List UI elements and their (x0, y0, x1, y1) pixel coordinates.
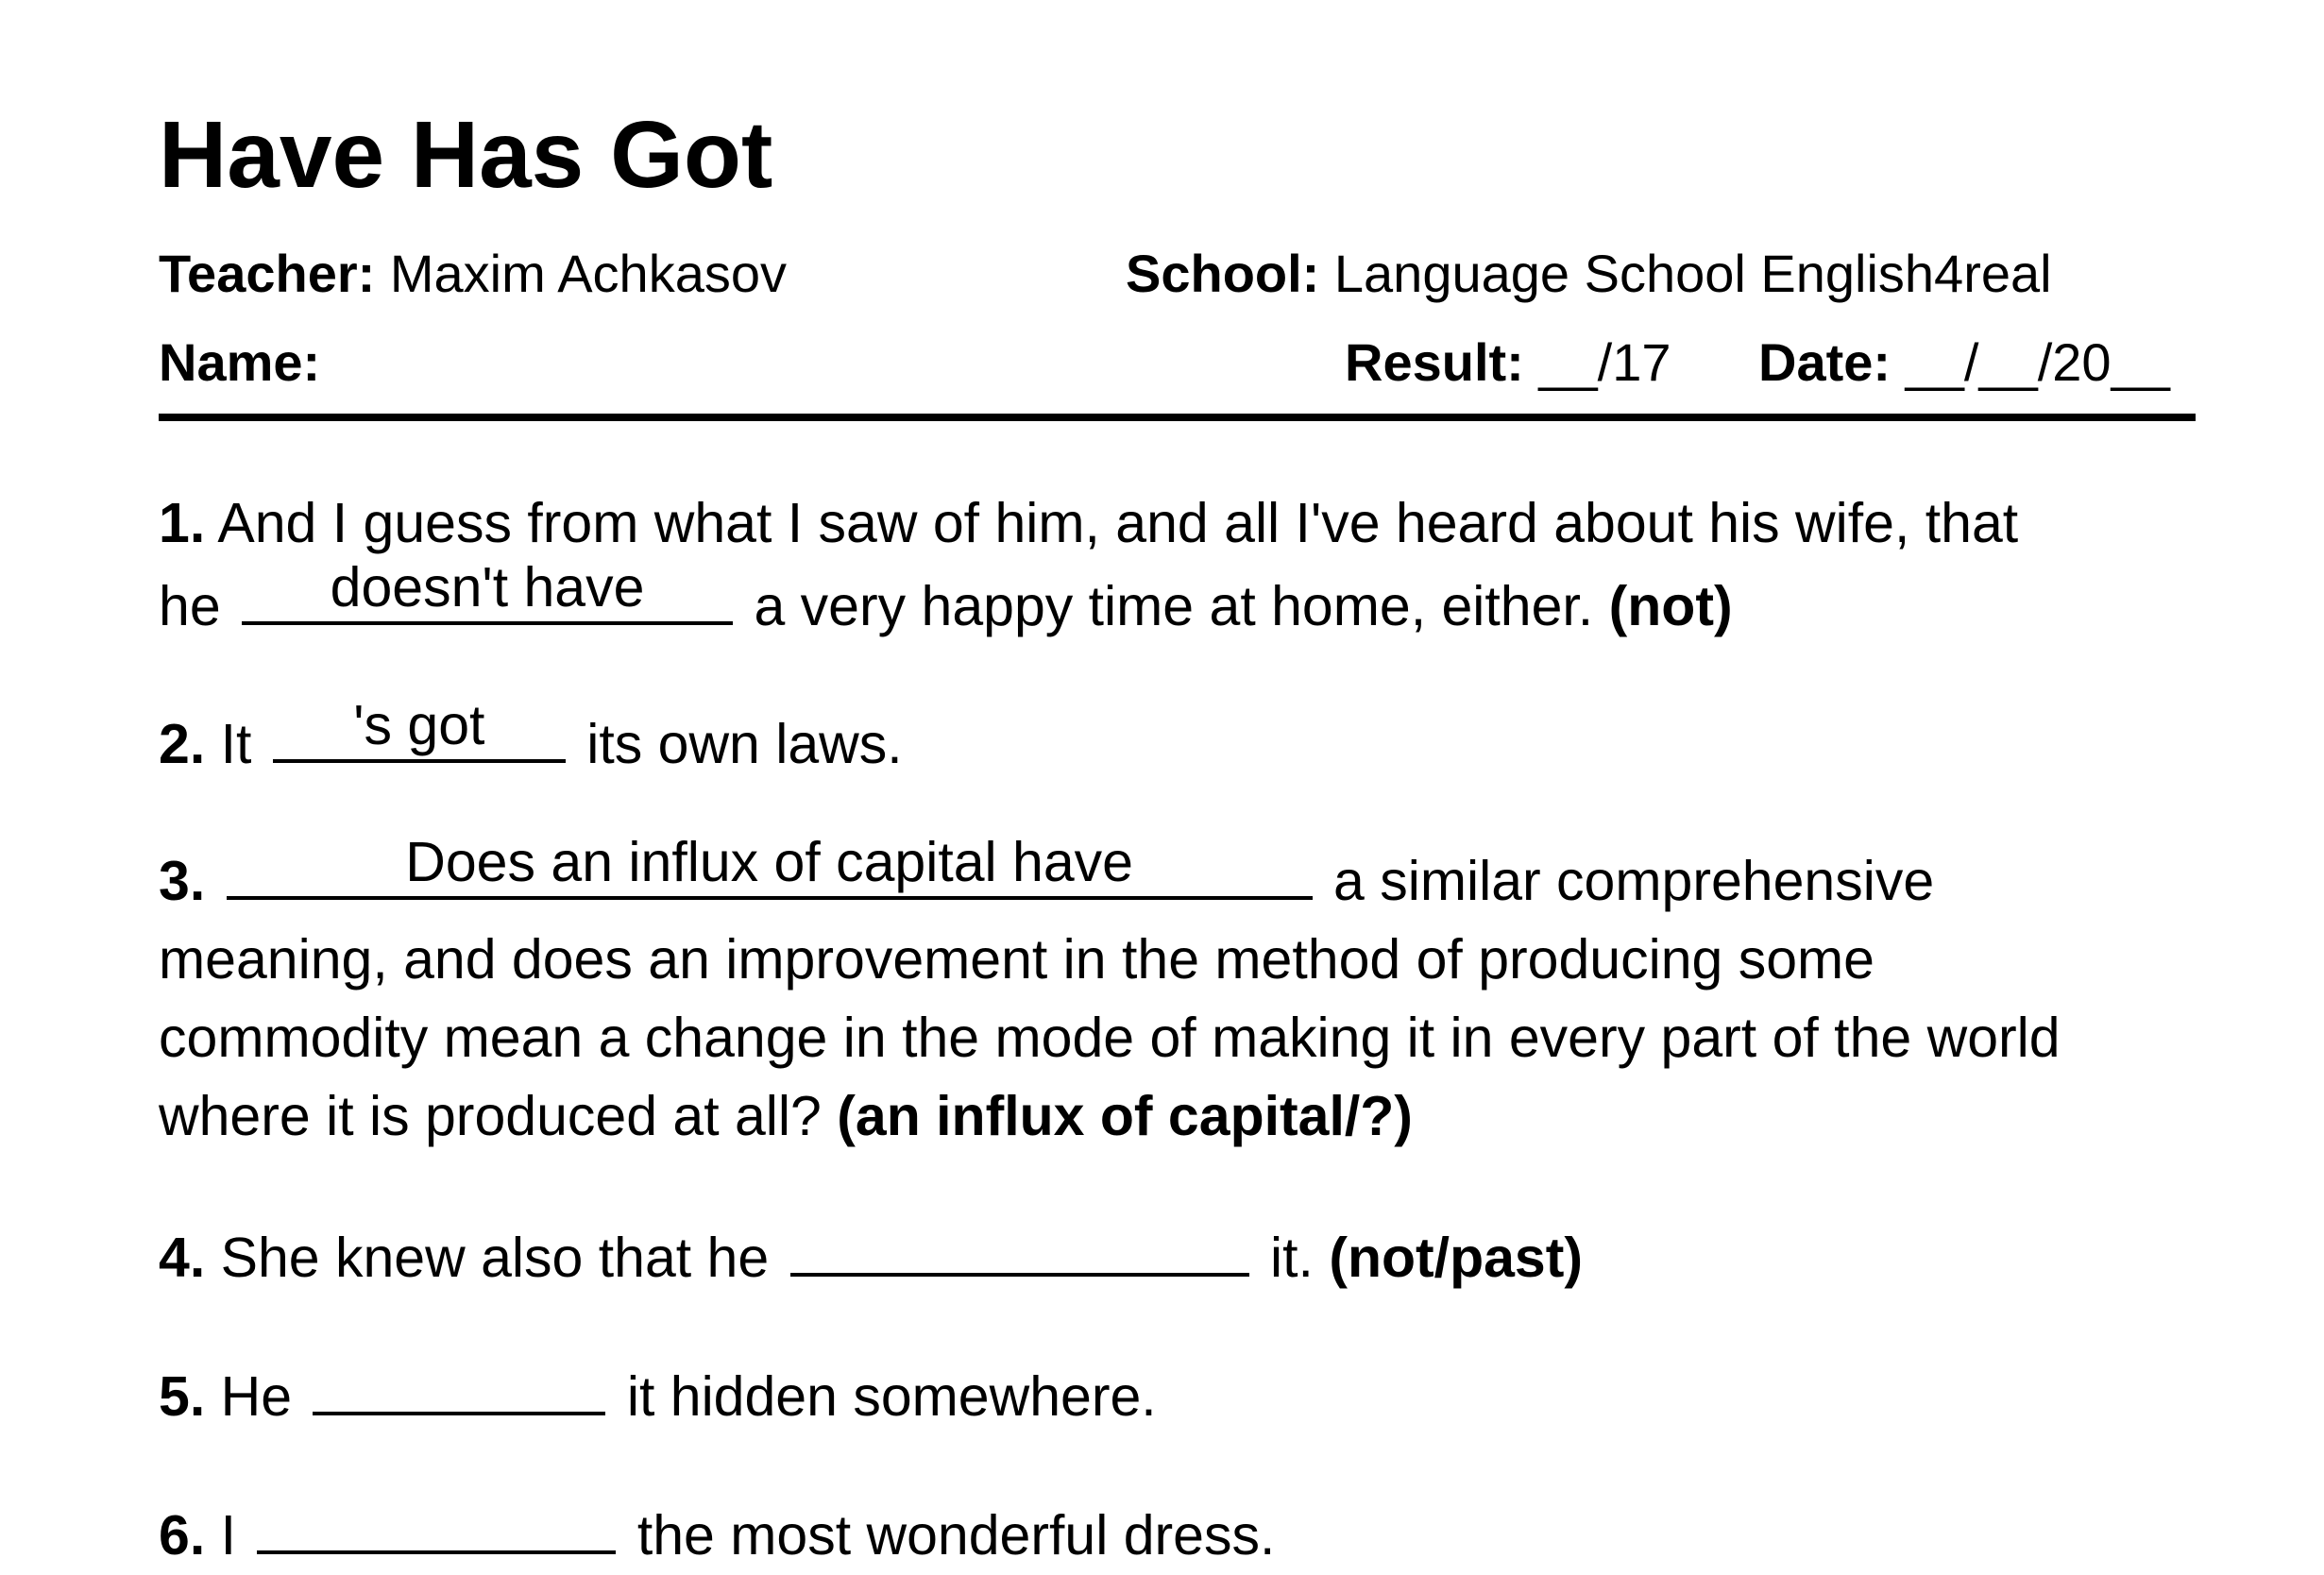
name-line (159, 332, 321, 392)
question-text: it hidden somewhere. (626, 1365, 1157, 1428)
date-line (1758, 332, 2170, 392)
teacher-name: Maxim Achkasov (389, 244, 787, 303)
answer-text: Does an influx of capital have (405, 831, 1133, 893)
question-2 (159, 694, 903, 784)
answer-blank[interactable] (273, 694, 566, 763)
question-4 (159, 1214, 1583, 1297)
question-number: 2. (159, 713, 206, 775)
question-line (159, 556, 2018, 646)
question-number: 4. (159, 1227, 206, 1289)
question-number: 5. (159, 1365, 206, 1428)
question-line (159, 1077, 2061, 1156)
answer-blank[interactable] (790, 1214, 1249, 1277)
question-text: the most wonderful dress. (636, 1504, 1276, 1567)
question-line: commodity mean a change in the mode of making it in every part of the world (159, 1007, 2061, 1069)
question-text: She knew also that he (220, 1227, 770, 1289)
question-line: meaning, and does an improvement in the method of producing some (159, 928, 1874, 991)
question-5 (159, 1353, 1157, 1436)
teacher-line (159, 244, 787, 303)
answer-blank[interactable] (313, 1353, 605, 1415)
question-line (159, 484, 2018, 563)
question-hint: (an influx of capital/?) (837, 1085, 1413, 1147)
answer-blank[interactable] (257, 1492, 616, 1554)
question-text: It (220, 713, 252, 775)
question-text: a similar comprehensive (1333, 850, 1935, 912)
answer-blank[interactable] (242, 556, 733, 625)
question-3 (159, 831, 2061, 1156)
date-label: Date: (1758, 332, 1891, 392)
school-name: Language School English4real (1333, 244, 2052, 303)
question-number: 1. (159, 492, 206, 554)
question-6 (159, 1492, 1275, 1575)
question-number: 3. (159, 850, 206, 912)
question-text: he (159, 575, 221, 637)
question-number: 6. (159, 1504, 206, 1567)
school-label: School: (1126, 244, 1320, 303)
teacher-label: Teacher: (159, 244, 376, 303)
name-label: Name: (159, 332, 321, 392)
answer-blank[interactable] (227, 831, 1313, 900)
question-text: He (220, 1365, 293, 1428)
result-line (1345, 332, 1671, 392)
worksheet-title: Have Has Got (159, 102, 773, 208)
answer-text: doesn't have (330, 556, 645, 618)
result-value: __/17 (1538, 332, 1671, 392)
answer-text: 's got (353, 694, 485, 756)
question-hint: (not/past) (1329, 1227, 1584, 1289)
question-line (159, 831, 2061, 921)
question-text: And I guess from what I saw of him, and all I've heard about his wife, that (217, 492, 2019, 554)
question-text: a very happy time at home, either. (754, 575, 1594, 637)
result-label: Result: (1345, 332, 1524, 392)
question-text: its own laws. (586, 713, 903, 775)
date-value: __/__/20__ (1905, 332, 2170, 392)
question-text: it. (1270, 1227, 1314, 1289)
school-line (1126, 244, 2052, 303)
header-divider (159, 414, 2196, 421)
question-text: I (220, 1504, 237, 1567)
question-hint: (not) (1608, 575, 1733, 637)
question-1 (159, 484, 2018, 646)
question-text: where it is produced at all? (159, 1085, 822, 1147)
